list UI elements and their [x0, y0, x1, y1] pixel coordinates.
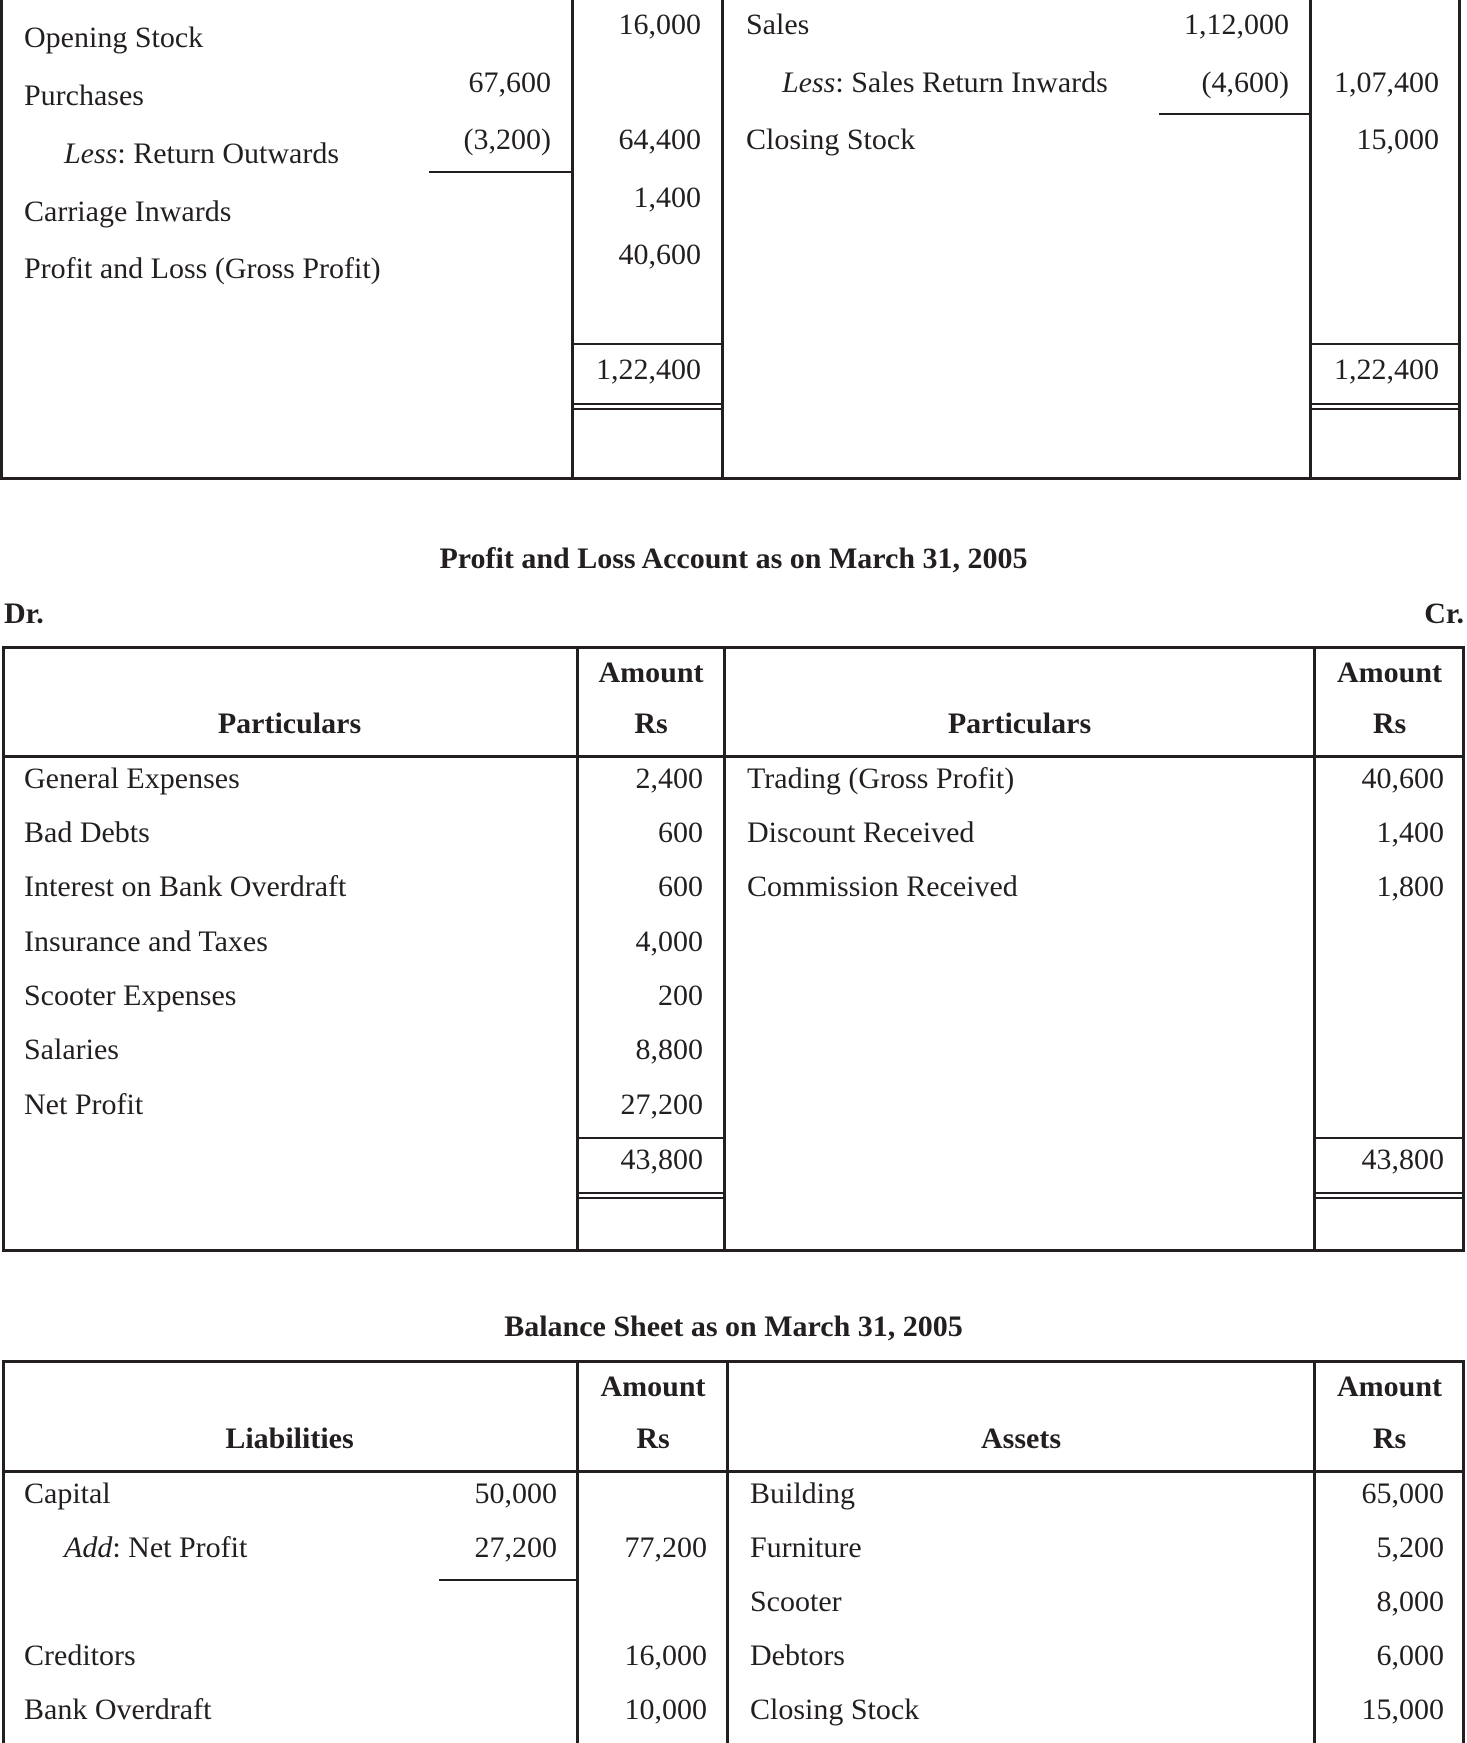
amount: 600 [658, 870, 703, 903]
row-label: Furniture [750, 1531, 862, 1564]
amount: 16,000 [618, 8, 701, 41]
table-border [726, 1360, 729, 1743]
sub-amount: 50,000 [474, 1477, 557, 1510]
table-border [2, 1360, 5, 1743]
total-amount: 1,22,400 [1334, 353, 1439, 386]
row-label: Creditors [24, 1639, 136, 1672]
dr-label: Dr. [4, 597, 44, 630]
total-rule [1310, 343, 1460, 345]
amount: 1,400 [633, 181, 701, 214]
total-rule [577, 1197, 725, 1199]
header-currency: Rs [634, 707, 668, 740]
add-label: Add [64, 1531, 113, 1564]
row-label: Closing Stock [746, 123, 916, 156]
sub-amount: 67,600 [468, 66, 551, 99]
sub-amount: 27,200 [474, 1531, 557, 1564]
table-border [2, 1470, 1465, 1473]
less-label: Less [782, 66, 836, 99]
total-rule [572, 408, 722, 410]
row-label: Salaries [24, 1033, 119, 1066]
table-border [576, 1360, 579, 1743]
sub-amount: 1,12,000 [1184, 8, 1289, 41]
total-rule [1314, 1137, 1464, 1139]
amount: 600 [658, 816, 703, 849]
amount: 40,600 [618, 238, 701, 271]
row-label: Net Profit [24, 1088, 144, 1121]
table-border [2, 646, 1465, 649]
amount: 77,200 [624, 1531, 707, 1564]
row-label-text: : Sales Return Inwards [835, 66, 1108, 99]
total-rule [577, 1192, 725, 1194]
header-amount: Amount [1336, 1370, 1442, 1403]
total-amount: 43,800 [1361, 1143, 1444, 1176]
table-border [1462, 1360, 1465, 1743]
amount: 200 [658, 979, 703, 1012]
row-label: Insurance and Taxes [24, 925, 268, 958]
header-assets: Assets [981, 1422, 1061, 1455]
amount: 8,000 [1376, 1585, 1444, 1618]
row-label: Scooter [750, 1585, 842, 1618]
total-rule [577, 1137, 725, 1139]
less-label: Less [64, 137, 118, 170]
total-rule [572, 403, 722, 405]
header-amount: Amount [1336, 656, 1442, 689]
section-title: Balance Sheet as on March 31, 2005 [504, 1310, 963, 1343]
row-label [64, 1530, 247, 1566]
row-label: Trading (Gross Profit) [747, 762, 1015, 795]
row-label: Carriage Inwards [24, 195, 232, 228]
row-label: Capital [24, 1477, 111, 1510]
amount: 65,000 [1361, 1477, 1444, 1510]
cr-label: Cr. [1424, 597, 1464, 630]
header-liabilities: Liabilities [225, 1422, 354, 1455]
table-border [0, 477, 1461, 480]
amount: 4,000 [635, 925, 703, 958]
table-border [2, 1249, 1465, 1252]
row-label: Bank Overdraft [24, 1693, 212, 1726]
total-rule [1310, 403, 1460, 405]
row-label: Opening Stock [24, 21, 204, 54]
header-currency: Rs [636, 1422, 670, 1455]
amount: 2,400 [635, 762, 703, 795]
row-label: Interest on Bank Overdraft [24, 870, 347, 903]
row-label [782, 65, 1108, 101]
subtotal-rule [439, 1579, 577, 1581]
amount: 27,200 [620, 1088, 703, 1121]
row-label: Commission Received [747, 870, 1018, 903]
row-label-text: : Net Profit [112, 1531, 248, 1564]
header-currency: Rs [1372, 1422, 1407, 1455]
amount: 8,800 [635, 1033, 703, 1066]
table-border [2, 1360, 1465, 1363]
header-particulars: Particulars [217, 707, 362, 740]
table-border [0, 0, 3, 480]
row-label: Building [750, 1477, 856, 1510]
header-currency: Rs [1372, 707, 1407, 740]
header-amount: Amount [598, 656, 704, 689]
section-title: Profit and Loss Account as on March 31, 2005 [439, 542, 1028, 575]
row-label [64, 136, 339, 172]
header-amount: Amount [600, 1370, 706, 1403]
total-rule [572, 343, 722, 345]
row-label-text: : Return Outwards [117, 137, 339, 170]
amount: 16,000 [624, 1639, 707, 1672]
amount: 1,800 [1376, 870, 1444, 903]
row-label: Sales [746, 8, 810, 41]
row-label: Profit and Loss (Gross Profit) [24, 252, 381, 285]
amount: 64,400 [618, 123, 701, 156]
amount: 5,200 [1376, 1531, 1444, 1564]
row-label: Closing Stock [750, 1693, 920, 1726]
total-amount: 43,800 [620, 1143, 703, 1176]
row-label: Debtors [750, 1639, 845, 1672]
amount: 40,600 [1361, 762, 1444, 795]
amount: 1,07,400 [1334, 66, 1439, 99]
total-rule [1314, 1192, 1464, 1194]
amount: 10,000 [624, 1693, 707, 1726]
table-border [2, 755, 1465, 758]
row-label: Purchases [24, 79, 144, 112]
amount: 15,000 [1356, 123, 1439, 156]
amount: 1,400 [1376, 816, 1444, 849]
row-label: General Expenses [24, 762, 240, 795]
amount: 15,000 [1361, 1693, 1444, 1726]
subtotal-rule [429, 171, 573, 173]
total-amount: 1,22,400 [596, 353, 701, 386]
total-rule [1314, 1197, 1464, 1199]
total-rule [1310, 408, 1460, 410]
amount: 6,000 [1376, 1639, 1444, 1672]
row-label: Scooter Expenses [24, 979, 237, 1012]
subtotal-rule [1159, 113, 1309, 115]
row-label: Discount Received [747, 816, 975, 849]
header-particulars: Particulars [947, 707, 1092, 740]
sub-amount: (3,200) [463, 123, 551, 156]
sub-amount: (4,600) [1201, 66, 1289, 99]
row-label: Bad Debts [24, 816, 150, 849]
